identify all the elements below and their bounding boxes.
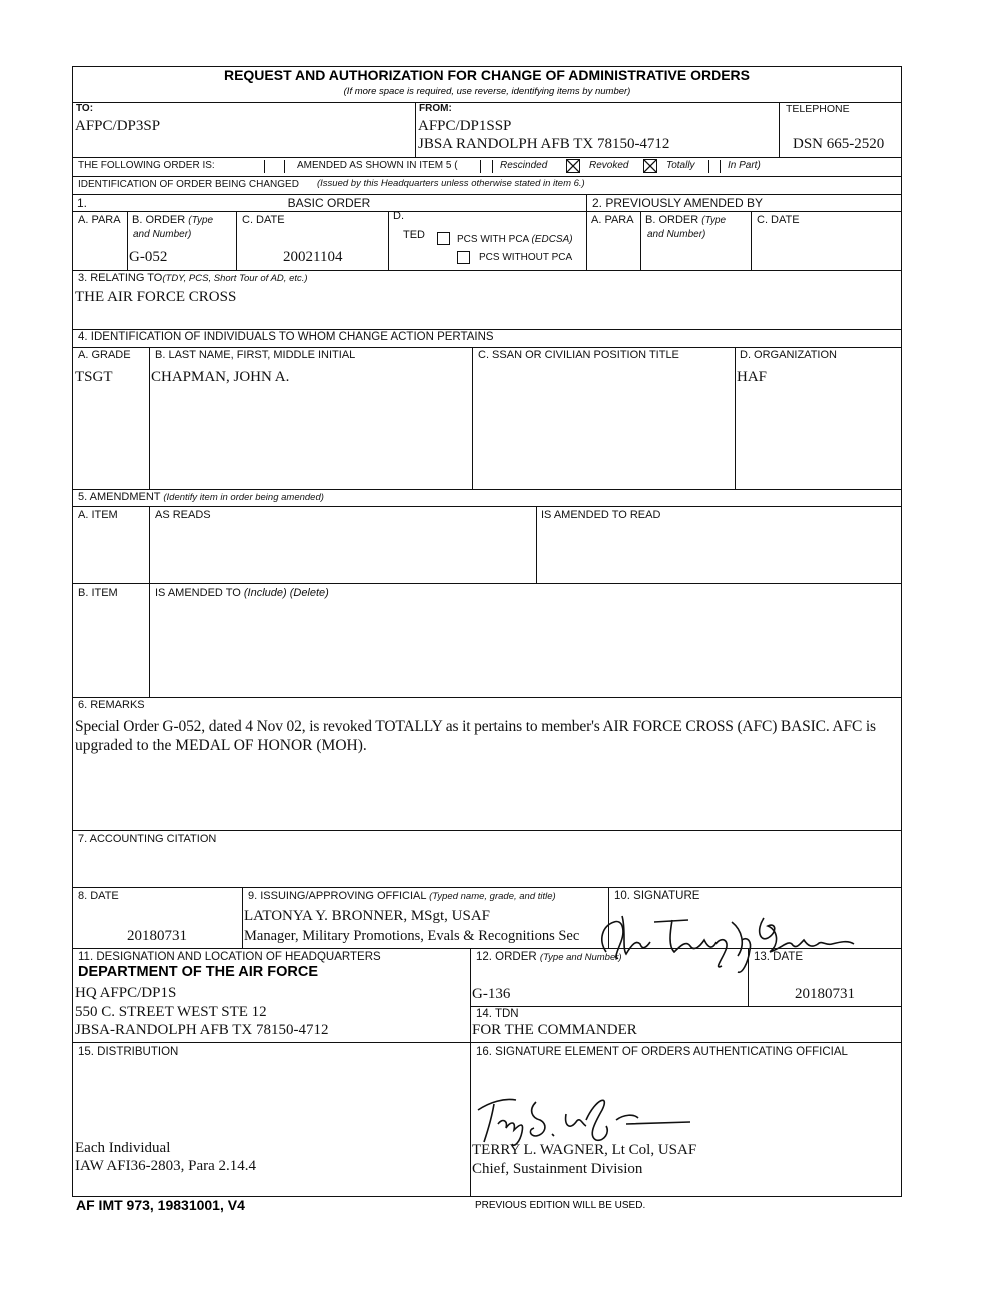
prev-order-note: and Number)	[647, 229, 706, 240]
from-label: FROM:	[419, 103, 452, 114]
rule-2a	[640, 211, 641, 270]
to-value: AFPC/DP3SP	[75, 118, 161, 134]
rule-section15-top	[72, 1042, 902, 1043]
rule-section4-top	[72, 329, 902, 330]
wagner-signature	[470, 1080, 710, 1150]
form-subtitle: (If more space is required, use reverse, identifying items by number)	[343, 86, 631, 97]
status-bar-1	[264, 160, 265, 173]
from-line2: JBSA RANDOLPH AFB TX 78150-4712	[418, 136, 670, 152]
rule-1c	[388, 211, 389, 270]
basic-order-value: G-052	[129, 249, 168, 265]
rule-section5-sub	[72, 506, 902, 507]
to-label: TO:	[76, 103, 94, 114]
bronner-signature	[592, 900, 862, 980]
totally-checkbox[interactable]	[643, 159, 657, 173]
status-lead: THE FOLLOWING ORDER IS:	[78, 160, 215, 171]
amended-to-read-label: IS AMENDED TO READ	[541, 509, 661, 521]
identification-note: (Issued by this Headquarters unless otherwise stated in item 6.)	[317, 178, 585, 189]
pcs-with-pca-label: PCS WITH PCA (EDCSA)	[457, 234, 573, 245]
telephone-value: DSN 665-2520	[793, 136, 885, 152]
issuing-name: LATONYA Y. BRONNER, MSgt, USAF	[244, 908, 491, 924]
status-in-part: In Part)	[728, 160, 761, 171]
issuing-label: 9. ISSUING/APPROVING OFFICIAL (Typed name, grade, and title)	[248, 890, 556, 902]
prev-date-label: C. DATE	[757, 214, 800, 226]
rule-basic-prev	[586, 194, 587, 270]
basic-date-label: C. DATE	[242, 214, 285, 226]
rule-from-tel	[779, 102, 780, 157]
status-totally: Totally	[666, 160, 695, 171]
name-label: B. LAST NAME, FIRST, MIDDLE INITIAL	[155, 349, 356, 361]
rule-section6-top	[72, 697, 902, 698]
tdn-label: 14. TDN	[476, 1008, 519, 1020]
hq-dept: DEPARTMENT OF THE AIR FORCE	[78, 964, 319, 980]
status-bar-2	[284, 160, 285, 173]
item-b-label: B. ITEM	[78, 587, 118, 599]
rule-section7-top	[72, 830, 902, 831]
form-footer-id: AF IMT 973, 19831001, V4	[76, 1197, 245, 1213]
date8-label: 8. DATE	[78, 890, 119, 902]
as-reads-label: AS READS	[155, 509, 211, 521]
rule-1a	[127, 211, 128, 270]
authenticating-title: Chief, Sustainment Division	[472, 1161, 643, 1177]
date8-value: 20180731	[127, 928, 187, 944]
rule-mid-bottom	[470, 948, 471, 1196]
rule-4b	[472, 347, 473, 489]
rule-section4-sub	[72, 347, 902, 348]
rule-section1-top	[72, 194, 902, 195]
individual-name: CHAPMAN, JOHN A.	[151, 369, 290, 385]
remarks-line1: Special Order G-052, dated 4 Nov 02, is revoked TOTALLY as it pertains to member's AIR FORCE CROSS (AFC) BASIC. AFC is	[75, 718, 876, 735]
rule-status-top	[72, 157, 902, 158]
remarks-line2: upgraded to the MEDAL OF HONOR (MOH).	[75, 737, 367, 754]
rule-section14-top	[470, 1006, 902, 1007]
hq-line3: JBSA-RANDOLPH AFB TX 78150-4712	[75, 1022, 329, 1038]
rule-header	[72, 102, 902, 103]
issuing-title: Manager, Military Promotions, Evals & Recognitions Sec	[244, 928, 580, 944]
rule-ident-top	[72, 176, 902, 177]
grade-label: A. GRADE	[78, 349, 131, 361]
rule-section3-top	[72, 270, 902, 271]
rule-5a	[149, 506, 150, 697]
rule-8-9	[242, 887, 243, 948]
rule-section8-top	[72, 887, 902, 888]
order12-value: G-136	[472, 986, 511, 1002]
frame-right	[901, 66, 902, 1196]
distribution-line2: IAW AFI36-2803, Para 2.14.4	[75, 1158, 257, 1174]
basic-para-label: A. PARA	[78, 214, 121, 226]
ted-label: TED	[403, 229, 425, 241]
tdn-value: FOR THE COMMANDER	[472, 1022, 637, 1038]
accounting-label: 7. ACCOUNTING CITATION	[78, 833, 217, 845]
authenticating-name: TERRY L. WAGNER, Lt Col, USAF	[472, 1142, 697, 1158]
rule-1b	[236, 211, 237, 270]
hq-line1: HQ AFPC/DP1S	[75, 985, 177, 1001]
status-amended: AMENDED AS SHOWN IN ITEM 5 (	[297, 160, 458, 171]
x-mark-icon	[644, 160, 656, 172]
x-mark-icon	[567, 160, 579, 172]
status-bar-6	[720, 160, 721, 173]
prev-para-label: A. PARA	[591, 214, 634, 226]
identification-label: IDENTIFICATION OF ORDER BEING CHANGED	[78, 179, 299, 190]
rule-section5-top	[72, 489, 902, 490]
signature10-label: 10. SIGNATURE	[614, 890, 700, 902]
status-bar-5	[708, 160, 709, 173]
form-footer-note: PREVIOUS EDITION WILL BE USED.	[475, 1200, 646, 1211]
telephone-label: TELEPHONE	[786, 103, 850, 115]
amendment-label: 5. AMENDMENT (Identify item in order being amended)	[78, 491, 324, 503]
basic-order-label: B. ORDER (Type	[132, 214, 214, 226]
amended-to-label: IS AMENDED TO (Include) (Delete)	[155, 587, 329, 599]
prev-amended-title: 2. PREVIOUSLY AMENDED BY	[592, 196, 763, 210]
rule-5b-top	[72, 583, 902, 584]
prev-order-label: B. ORDER (Type	[645, 214, 727, 226]
individuals-title: 4. IDENTIFICATION OF INDIVIDUALS TO WHOM CHANGE ACTION PERTAINS	[78, 331, 494, 343]
date13-value: 20180731	[795, 986, 855, 1002]
ssan-label: C. SSAN OR CIVILIAN POSITION TITLE	[478, 349, 679, 361]
relating-label: 3. RELATING TO(TDY, PCS, Short Tour of AD, etc.)	[78, 272, 308, 284]
remarks-label: 6. REMARKS	[78, 699, 145, 711]
frame-left	[72, 66, 73, 1196]
distribution-line1: Each Individual	[75, 1140, 171, 1156]
rule-4a	[149, 347, 150, 489]
status-rescinded: Rescinded	[500, 160, 548, 171]
rule-section1-sub	[72, 211, 902, 212]
basic-date-value: 20021104	[283, 249, 343, 265]
hq-line2: 550 C. STREET WEST STE 12	[75, 1004, 267, 1020]
basic-d-label: D.	[393, 210, 404, 222]
status-bar-3	[480, 160, 481, 173]
hq-label: 11. DESIGNATION AND LOCATION OF HEADQUARTERS	[78, 951, 381, 963]
rule-to-from	[415, 102, 416, 157]
form-title: REQUEST AND AUTHORIZATION FOR CHANGE OF ADMINISTRATIVE ORDERS	[223, 67, 751, 83]
status-bar-4	[492, 160, 493, 173]
individual-grade: TSGT	[75, 369, 113, 385]
basic-order-number: 1.	[77, 196, 88, 210]
pcs-without-pca-checkbox[interactable]	[457, 251, 470, 264]
status-revoked: Revoked	[589, 160, 629, 171]
pcs-without-pca-label: PCS WITHOUT PCA	[479, 252, 573, 263]
basic-order-note: and Number)	[133, 229, 192, 240]
relating-value: THE AIR FORCE CROSS	[75, 289, 237, 305]
order12-label: 12. ORDER (Type and Number)	[476, 951, 622, 963]
revoked-checkbox[interactable]	[566, 159, 580, 173]
pcs-with-pca-checkbox[interactable]	[437, 232, 450, 245]
item-a-label: A. ITEM	[78, 509, 118, 521]
individual-org: HAF	[737, 369, 768, 385]
distribution-label: 15. DISTRIBUTION	[78, 1046, 179, 1058]
rule-2b	[751, 211, 752, 270]
rule-5b	[536, 506, 537, 583]
authenticating-label: 16. SIGNATURE ELEMENT OF ORDERS AUTHENTICATING OFFICIAL	[476, 1046, 848, 1058]
date13-label: 13. DATE	[754, 951, 803, 963]
org-label: D. ORGANIZATION	[740, 349, 837, 361]
from-line1: AFPC/DP1SSP	[418, 118, 512, 134]
basic-order-title: BASIC ORDER	[287, 196, 371, 210]
rule-4c	[735, 347, 736, 489]
